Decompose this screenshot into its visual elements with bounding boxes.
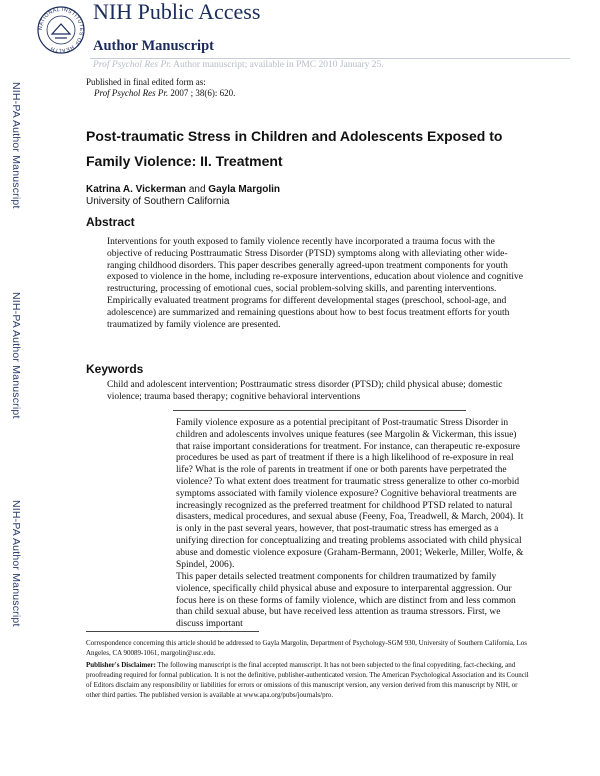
author-1: Katrina A. Vickerman (86, 184, 187, 195)
disclaimer-text: The following manuscript is the final accepted manuscript. It has not been subjected to the final copyediting, fact-checking, and proofreading required for formal publication. It is not the definitive, publisher-authenticated version. The American Psychological Association and its Council of Editors disclaim any responsibility or liabilities for errors or omissions of this manuscript version, any version derived from this manuscript by NIH, or other third parties. The published version is available at www.apa.org/pubs/journals/pro. (86, 661, 529, 699)
footnote-correspondence: Correspondence concerning this article should be addressed to Gayla Margolin, Department of Psychology-SGM 930, University of Southern California, Los Angeles, CA 90089-1061, margolin@usc.edu. (86, 639, 527, 657)
author-affiliation: University of Southern California (86, 196, 230, 207)
author-separator: and (186, 184, 209, 195)
nih-logo (36, 0, 86, 70)
logo-text: NATIONAL INSTITUTES OF HEALTH (37, 6, 85, 54)
keywords-heading: Keywords (86, 362, 144, 376)
article-title: Post-traumatic Stress in Children and Adolescents Exposed to Family Violence: II. Treatment (86, 128, 503, 169)
header-availability (93, 60, 384, 70)
abstract-text: Interventions for youth exposed to family violence recently have incorporated a trauma focus with the objective of reducing Posttraumatic Stress Disorder (PTSD) symptoms along with alleviating other wide-ranging childhood disorders. This paper describes generally agreed-upon treatment components for youth exposed to violence in the home, including re-exposure interventions, education about violence and cognitive restructuring, processing of emotional cues, social problem-solving skills, and parenting interventions. Empirically evaluated treatment programs for different developmental stages (preschool, school-age, and adolescence) are summarized and remaining questions about how to best focus treatment efforts for youth traumatized by family violence are presented. (107, 237, 524, 330)
header-journal: Prof Psychol Res Pr. (93, 60, 172, 70)
body-paragraph-2: This paper details selected treatment components for children traumatized by family violence, specifically child physical abuse and exposure to interparental aggression. Our focus here is on these forms of family violence, which are distinct from and less common than child sexual abuse, but have received less attention as trauma stressors. First, we discuss important (176, 572, 516, 630)
header-subtitle: Author Manuscript (93, 38, 214, 54)
side-banner-3: NIH-PA Author Manuscript (10, 500, 22, 627)
article-authors (86, 184, 280, 208)
footnote-divider (86, 631, 259, 632)
abstract-heading: Abstract (86, 215, 135, 229)
author-line (86, 184, 280, 196)
disclaimer-label: Publisher's Disclaimer: (86, 661, 156, 669)
author-2: Gayla Margolin (208, 184, 280, 195)
body-paragraph-1: Family violence exposure as a potential precipitant of Post-traumatic Stress Disorder in children and adolescents involves unique features (see Margolin & Vickerman, this issue) that raise important considerations for treatment. For instance, can therapeutic re-exposure procedures be used as part of treatment if there is a high likelihood of re-exposure in real life? What is the role of parents in treatment if one or both parents have perpetrated the violence? To what extent does treatment for traumatic stress generalize to other co-morbid symptoms associated with family violence exposure? Cognitive behavioral treatments are increasingly recognized as the preferred treatment for childhood PTSD related to natural disasters, medical procedures, and sexual abuse (Feeny, Foa, Treadwell, & March, 2004). It is only in the past several years, however, that post-traumatic stress has emerged as a unifying direction for conceptualizing and treating problems associated with child physical abuse and domestic violence exposure (Graham-Bermann, 2001; Wekerle, Miller, Wolfe, & Spindel, 2006). (176, 418, 524, 570)
publication-info (86, 77, 235, 99)
keywords-text: Child and adolescent intervention; Posttraumatic stress disorder (PTSD); child physical abuse; domestic violence; trauma based therapy; cognitive behavioral interventions (107, 380, 503, 402)
header-title: NIH Public Access (93, 0, 261, 24)
footnote-disclaimer (86, 660, 532, 700)
pubinfo-citation-text: 2007 ; 38(6): 620. (168, 88, 236, 98)
header-availability-text: Author manuscript; available in PMC 2010 January 25. (171, 60, 384, 70)
pubinfo-line1: Published in final edited form as: (86, 77, 206, 87)
header-divider (90, 58, 570, 59)
side-banner-1: NIH-PA Author Manuscript (10, 82, 22, 209)
pubinfo-citation (86, 88, 235, 99)
pubinfo-journal: Prof Psychol Res Pr. (94, 88, 169, 98)
nih-seal-icon (36, 0, 86, 70)
section-divider (173, 410, 466, 411)
side-banner-2: NIH-PA Author Manuscript (10, 292, 22, 419)
